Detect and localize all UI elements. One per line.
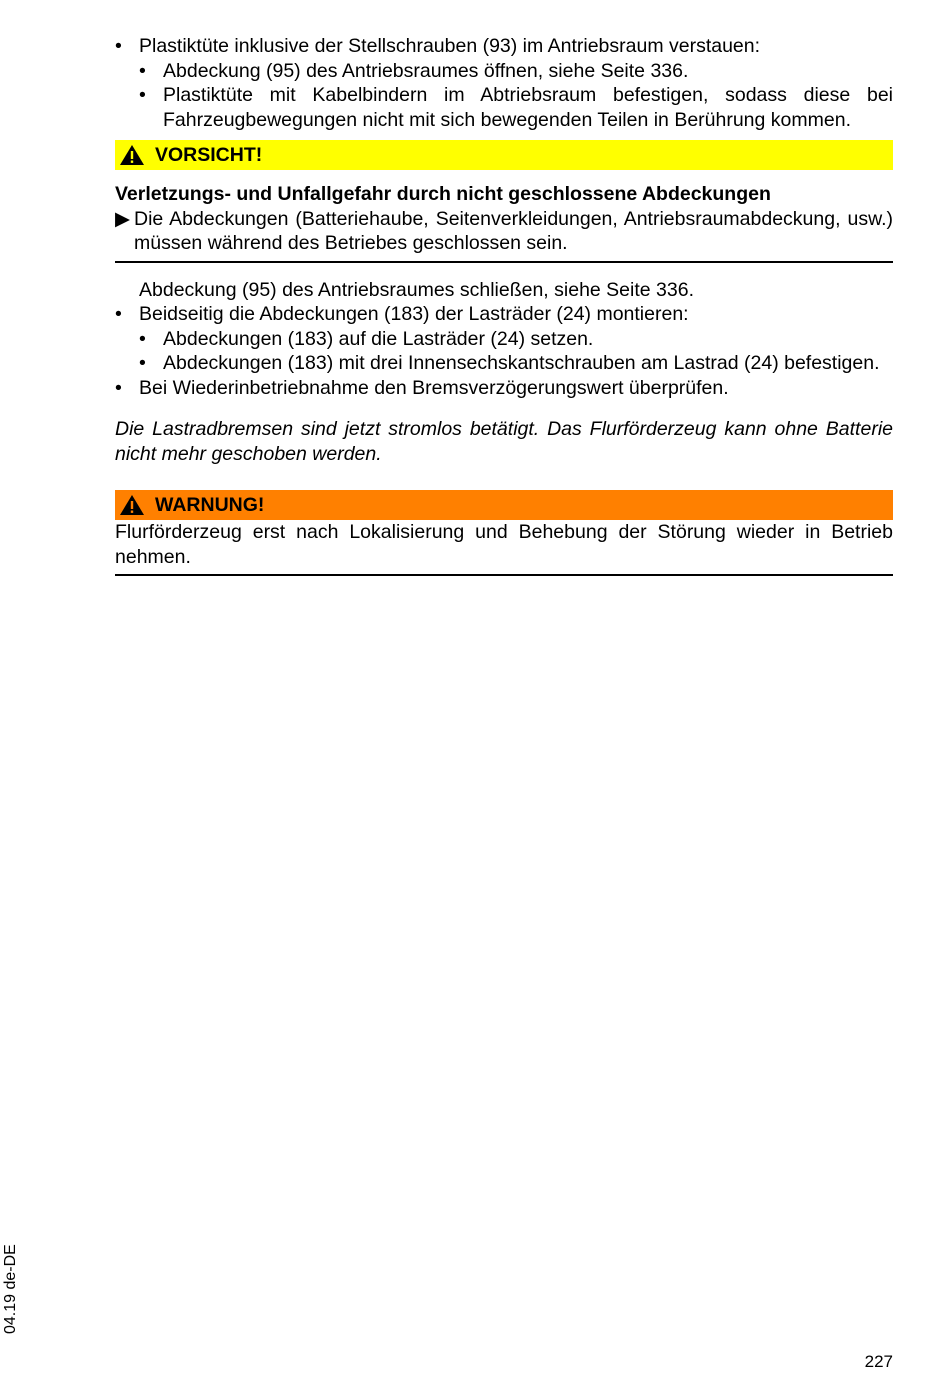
sub-list-item [115, 83, 893, 132]
caution-banner [115, 140, 893, 170]
document-version-code [0, 1236, 20, 1334]
version-code-text: 04.19 de-DE [2, 1244, 19, 1334]
list-item-text: Abdeckung (95) des Antriebsraumes schließen, siehe Seite 336. [139, 278, 694, 301]
warning-triangle-icon [119, 494, 145, 516]
warning-text: Flurförderzeug erst nach Lokalisierung und Behebung der Störung wieder in Betrieb nehmen. [115, 521, 893, 568]
caution-instruction [115, 207, 893, 256]
caution-heading: Verletzungs- und Unfallgefahr durch nicht geschlossene Abdeckungen [115, 183, 771, 205]
sub-list-item-text: Abdeckung (95) des Antriebsraumes öffnen, siehe Seite 336. [163, 59, 689, 82]
arrow-right-icon: ▶ [115, 207, 130, 230]
bullet: • [139, 327, 146, 350]
list-item-text: Bei Wiederinbetriebnahme den Bremsverzögerungswert überprüfen. [139, 376, 729, 399]
sub-list-item [115, 327, 893, 352]
caution-text: Die Abdeckungen (Batteriehaube, Seitenverkleidungen, Antriebsraumabdeckung, usw.) müssen während des Betriebes geschlossen sein. [134, 207, 893, 254]
sub-list-item [115, 351, 893, 376]
sub-list-item-text: Abdeckungen (183) auf die Lasträder (24) setzen. [163, 327, 594, 350]
sub-list-item-text: Abdeckungen (183) mit drei Innensechskantschrauben am Lastrad (24) befestigen. [163, 352, 880, 374]
warning-banner [115, 490, 893, 520]
page-number: 227 [864, 1352, 893, 1371]
list-item-text: Beidseitig die Abdeckungen (183) der Lasträder (24) montieren: [139, 303, 689, 325]
divider [115, 574, 893, 576]
list-item-plain [115, 278, 893, 303]
bullet: • [115, 376, 122, 399]
note-text: Die Lastradbremsen sind jetzt stromlos betätigt. Das Flurförderzeug kann ohne Batterie nicht mehr geschoben werden. [115, 418, 893, 465]
bullet: • [139, 59, 146, 82]
sub-list-item [115, 59, 893, 84]
page-content [115, 34, 893, 576]
list-item [115, 302, 893, 327]
sub-list-item-text: Plastiktüte mit Kabelbindern im Abtriebsraum befestigen, sodass diese bei Fahrzeugbewegungen nicht mit sich bewegenden Teilen in Berührung kommen. [163, 84, 893, 131]
bullet: • [115, 303, 122, 325]
bullet: • [115, 35, 122, 57]
bullet: • [139, 84, 146, 106]
list-item [115, 376, 893, 401]
warning-label: WARNUNG! [155, 493, 265, 516]
bullet: • [139, 352, 146, 374]
caution-label: VORSICHT! [155, 143, 263, 166]
list-item-text: Plastiktüte inklusive der Stellschrauben (93) im Antriebsraum verstauen: [139, 35, 761, 57]
warning-triangle-icon [119, 144, 145, 166]
list-item [115, 34, 893, 59]
